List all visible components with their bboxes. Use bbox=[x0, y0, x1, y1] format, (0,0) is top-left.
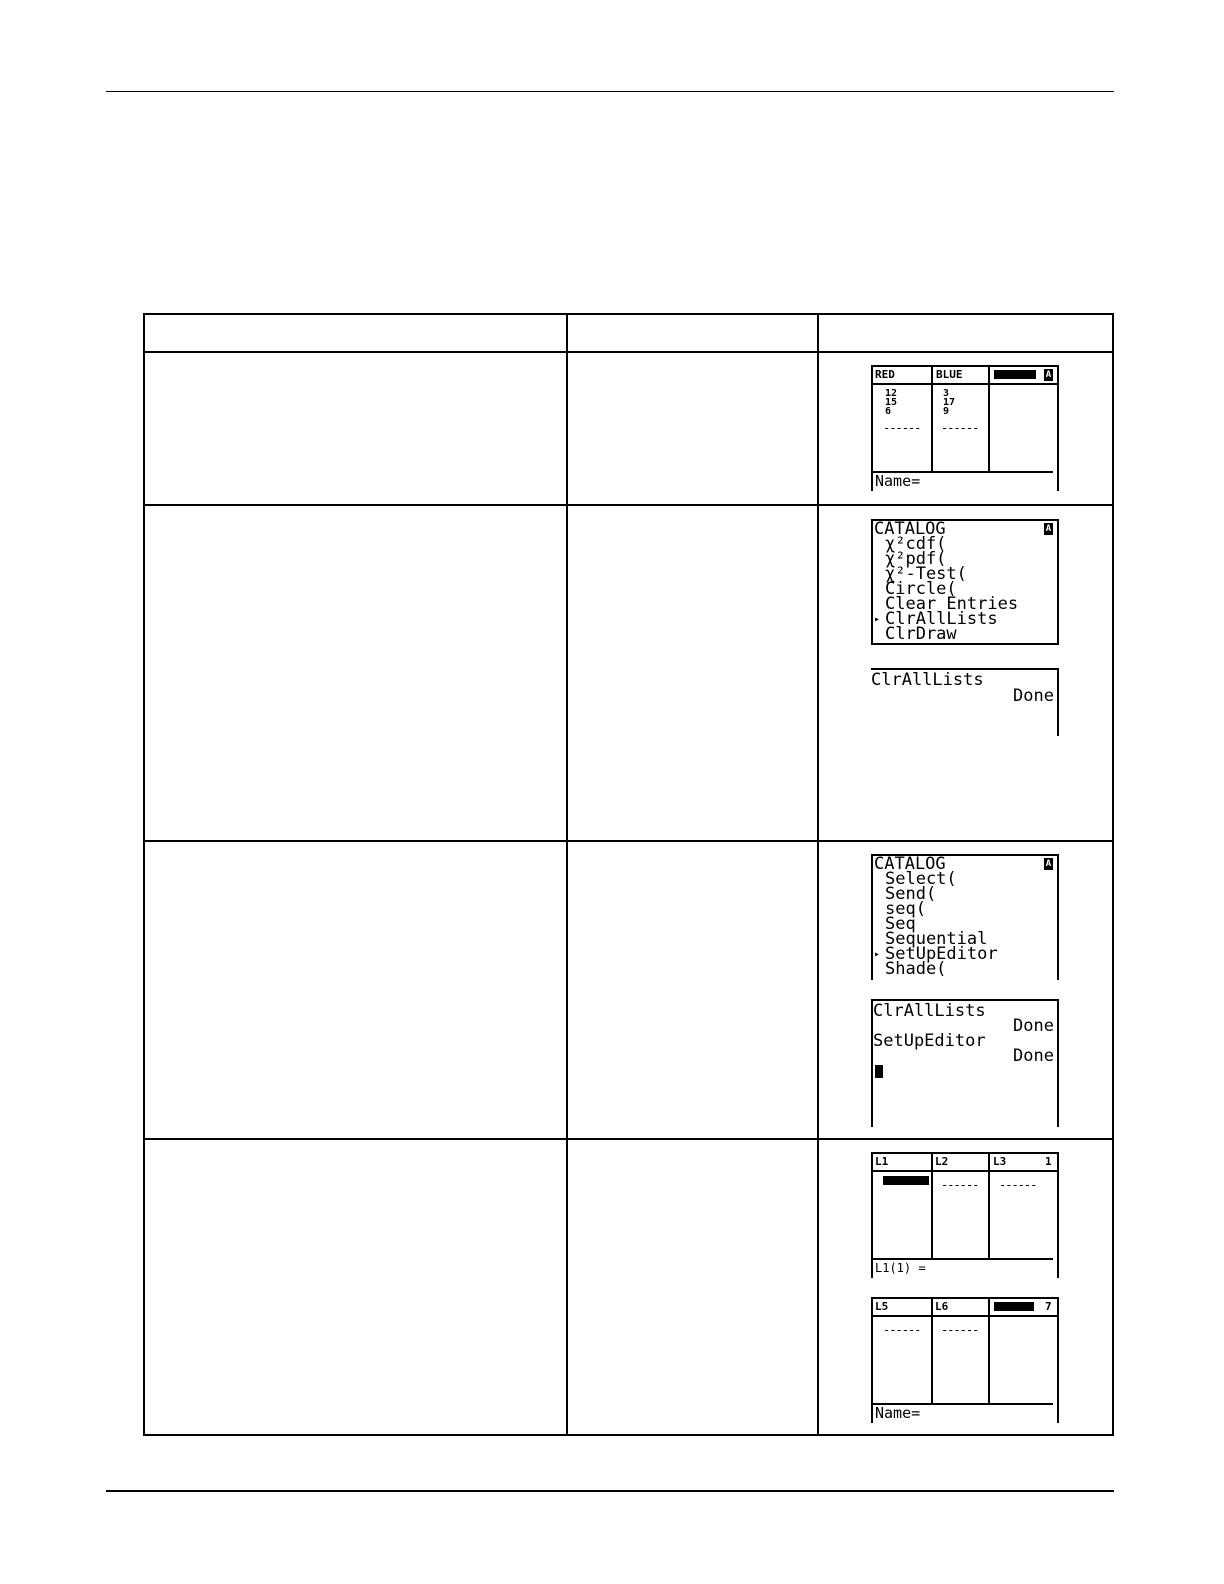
selection-arrow-icon: ▸ bbox=[874, 614, 881, 625]
alpha-indicator: A bbox=[1045, 859, 1052, 869]
editor-footer: Name= bbox=[875, 472, 921, 490]
catalog-title: CATALOG bbox=[874, 854, 946, 874]
header-cell-3 bbox=[818, 314, 1113, 352]
step-text-cell bbox=[144, 505, 567, 841]
list-header-l5: L5 bbox=[875, 1300, 889, 1313]
list-editor-screen-l1-l3 bbox=[871, 1152, 1059, 1278]
step-text-cell bbox=[144, 352, 567, 505]
home-screen-clrall bbox=[871, 668, 1059, 736]
screen-cell bbox=[818, 841, 1113, 1139]
home-entry: ClrAllLists bbox=[873, 1001, 986, 1021]
keys-cell bbox=[567, 352, 818, 505]
home-result: Done bbox=[1013, 1046, 1054, 1066]
list-header-l3: L3 bbox=[993, 1155, 1007, 1168]
l3-end-marker: ------ bbox=[999, 1178, 1037, 1192]
catalog-item: ClrDraw bbox=[885, 624, 957, 644]
steps-table bbox=[143, 313, 1114, 1436]
table-row bbox=[144, 352, 1113, 505]
editor-footer: L1(1) = bbox=[875, 1261, 926, 1275]
catalog-item: χ²pdf( bbox=[885, 549, 947, 569]
screen-cell bbox=[818, 1139, 1113, 1435]
catalog-screen-setup bbox=[871, 854, 1059, 980]
selected-cell-highlight bbox=[883, 1176, 929, 1185]
selected-name-cell bbox=[994, 1302, 1034, 1311]
keys-cell bbox=[567, 1139, 818, 1435]
keys-cell bbox=[567, 841, 818, 1139]
list-header-l6: L6 bbox=[935, 1300, 949, 1313]
table-row bbox=[144, 505, 1113, 841]
alpha-indicator: A bbox=[1045, 524, 1052, 534]
red-value: 12 bbox=[885, 388, 898, 399]
list-header-l1: L1 bbox=[875, 1155, 889, 1168]
home-screen-setup bbox=[871, 999, 1059, 1127]
screen-cell bbox=[818, 352, 1113, 505]
catalog-item: seq( bbox=[885, 899, 926, 919]
catalog-item-selected: SetUpEditor bbox=[885, 944, 998, 964]
red-end-marker: ------ bbox=[883, 421, 921, 435]
selected-name-cell bbox=[994, 370, 1036, 379]
cursor-icon bbox=[875, 1065, 883, 1078]
column-number: 1 bbox=[1045, 1155, 1052, 1168]
blue-value: 9 bbox=[943, 406, 950, 417]
blue-value: 17 bbox=[943, 397, 956, 408]
catalog-item: Sequential bbox=[885, 929, 988, 949]
bottom-rule bbox=[106, 1490, 1114, 1492]
keys-cell bbox=[567, 505, 818, 841]
table-header-row bbox=[144, 314, 1113, 352]
header-cell-1 bbox=[144, 314, 567, 352]
selection-arrow-icon: ▸ bbox=[874, 949, 881, 960]
alpha-indicator: A bbox=[1045, 370, 1052, 380]
home-result: Done bbox=[1013, 1016, 1054, 1036]
screen-cell bbox=[818, 505, 1113, 841]
step-text-cell bbox=[144, 1139, 567, 1435]
catalog-item-selected: ClrAllLists bbox=[885, 609, 998, 629]
step-text-cell bbox=[144, 841, 567, 1139]
list-header-red: RED bbox=[875, 368, 895, 381]
catalog-title: CATALOG bbox=[874, 519, 946, 539]
catalog-screen-clrall bbox=[871, 519, 1059, 645]
red-value: 15 bbox=[885, 397, 898, 408]
catalog-item: Clear Entries bbox=[885, 594, 1019, 614]
header-cell-2 bbox=[567, 314, 818, 352]
catalog-item: Shade( bbox=[885, 959, 947, 979]
home-result: Done bbox=[1013, 686, 1054, 706]
blue-value: 3 bbox=[943, 388, 950, 399]
home-entry: ClrAllLists bbox=[871, 670, 984, 690]
catalog-item: χ²-Test( bbox=[885, 564, 967, 584]
catalog-item: Send( bbox=[885, 884, 937, 904]
l2-end-marker: ------ bbox=[941, 1178, 979, 1192]
red-value: 6 bbox=[885, 406, 892, 417]
catalog-item: χ²cdf( bbox=[885, 534, 947, 554]
table-row bbox=[144, 1139, 1113, 1435]
column-number: 7 bbox=[1045, 1300, 1052, 1313]
catalog-item: Seq bbox=[885, 914, 916, 934]
home-entry: SetUpEditor bbox=[873, 1031, 986, 1051]
table-row bbox=[144, 841, 1113, 1139]
l5-end-marker: ------ bbox=[883, 1323, 921, 1337]
list-editor-screen-red-blue bbox=[871, 365, 1059, 491]
list-editor-screen-l5-l6 bbox=[871, 1297, 1059, 1423]
blue-end-marker: ------ bbox=[941, 421, 979, 435]
l6-end-marker: ------ bbox=[941, 1323, 979, 1337]
editor-footer: Name= bbox=[875, 1404, 921, 1422]
top-rule bbox=[106, 91, 1114, 92]
list-header-blue: BLUE bbox=[936, 368, 963, 381]
list-header-l2: L2 bbox=[935, 1155, 949, 1168]
catalog-item: Select( bbox=[885, 869, 957, 889]
catalog-item: Circle( bbox=[885, 579, 957, 599]
